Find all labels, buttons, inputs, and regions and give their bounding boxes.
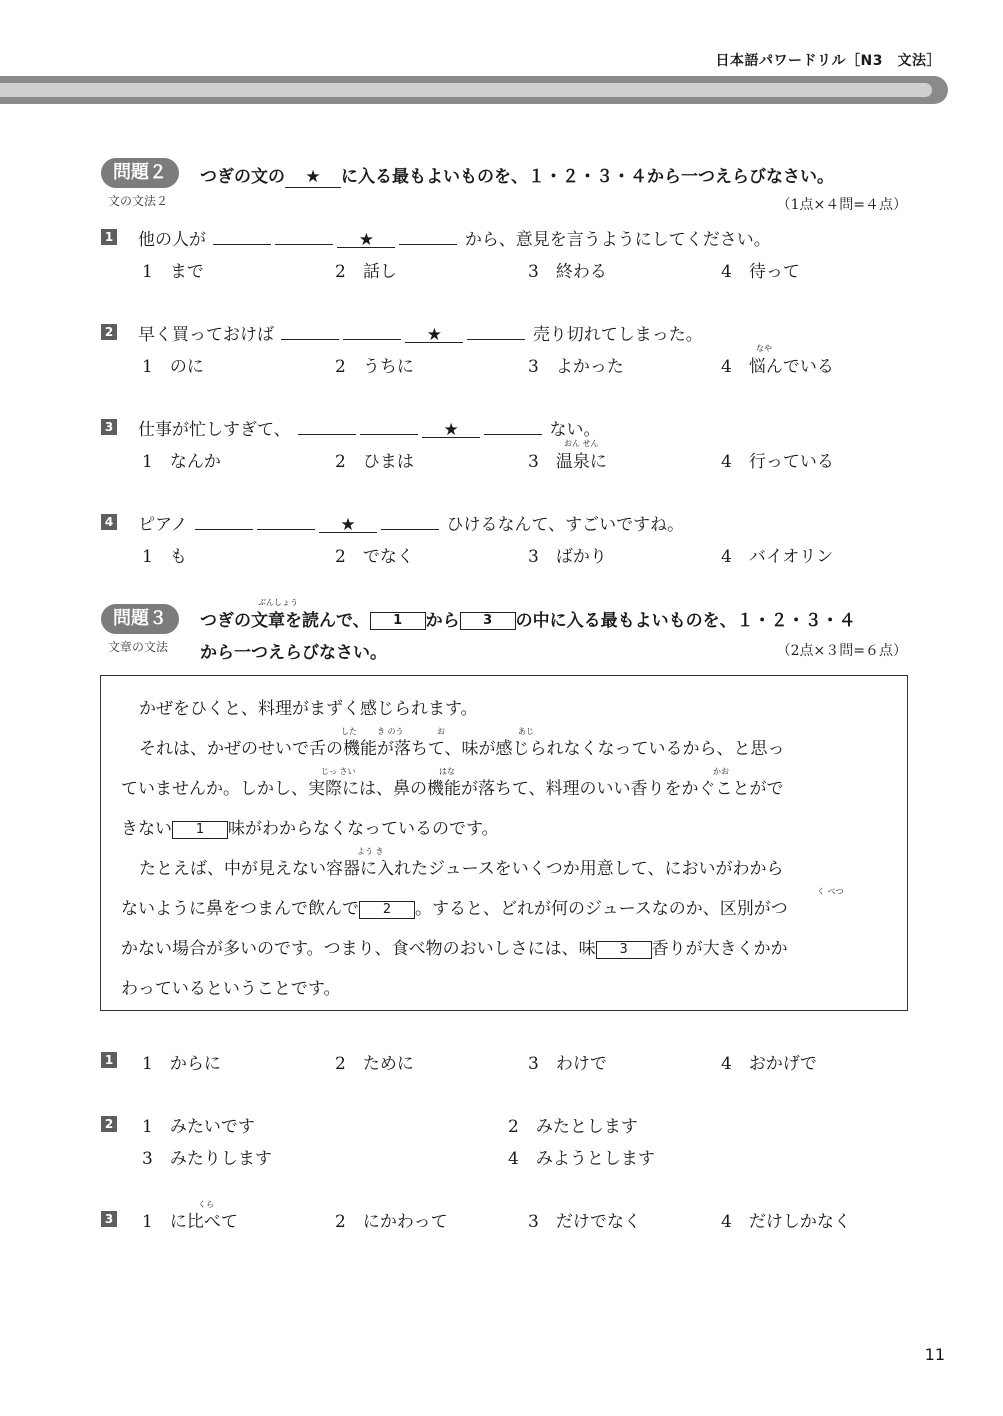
option[interactable]: 1 まで	[142, 262, 204, 282]
blank-box: 1	[370, 612, 426, 630]
question-stem: 仕事が忙しすぎて、 ★ ない。	[138, 420, 601, 440]
blank-box: 1	[172, 821, 228, 839]
header-bar	[0, 76, 948, 104]
section3-subtitle: 文章の文法	[108, 640, 169, 654]
question-number: 3	[101, 419, 117, 435]
option[interactable]: 2 みたとします	[508, 1117, 638, 1137]
option[interactable]: 1 なんか	[142, 452, 221, 472]
question-stem: ピアノ ★ ひけるなんて、すごいですね。	[138, 515, 685, 535]
section2-badge: 問題２	[101, 158, 179, 188]
section3-score: （2点×３問=６点）	[776, 643, 907, 659]
blank-box: 2	[359, 901, 415, 919]
option[interactable]: 4 おかげで	[721, 1054, 817, 1074]
option[interactable]: 4 待って	[721, 262, 800, 282]
option[interactable]: 2 うちに	[335, 357, 414, 377]
question-stem: 早く買っておけば ★ 売り切れてしまった。	[138, 325, 703, 345]
option[interactable]: 2 でなく	[335, 547, 414, 567]
section2-subtitle: 文の文法２	[108, 194, 169, 208]
option[interactable]: 3 わけで	[528, 1054, 607, 1074]
option[interactable]: 3 温泉に	[528, 452, 607, 472]
option[interactable]: 2 話し	[335, 262, 397, 282]
question-number: 2	[101, 1116, 117, 1132]
blank-box: 3	[596, 941, 652, 959]
option[interactable]: 4 悩んでいる	[721, 357, 834, 377]
page-number: 11	[924, 1345, 945, 1364]
option[interactable]: 3 終わる	[528, 262, 607, 282]
section3-instruction: つぎの文章を読んで、 1 から 3 の中に入る最もよいものを、１・２・３・４	[200, 611, 856, 631]
option[interactable]: 2 ために	[335, 1054, 414, 1074]
question-number: 4	[101, 514, 117, 530]
option[interactable]: 4 行っている	[721, 452, 834, 472]
question-number: 2	[101, 324, 117, 340]
header-title: 日本語パワードリル［N3 文法］	[715, 53, 941, 69]
blank-box: 3	[460, 612, 516, 630]
option[interactable]: 3 だけでなく	[528, 1212, 641, 1232]
ruby: おん せん	[564, 439, 599, 448]
option[interactable]: 3 ばかり	[528, 547, 607, 567]
question-number: 1	[101, 229, 117, 245]
question-stem: 他の人が ★ から、意見を言うようにしてください。	[138, 230, 771, 250]
ruby: ぶんしょう	[258, 598, 298, 607]
option[interactable]: 1 みたいです	[142, 1117, 255, 1137]
option[interactable]: 1 のに	[142, 357, 204, 377]
option[interactable]: 4 みようとします	[508, 1149, 655, 1169]
reading-passage: かぜをひくと、料理がまずく感じられます。 した き のう お あじ それは、かぜのせいで舌の機能が落ちて、味が感じられなくなっているから、と思っ じっ さい はな かお ていませんか。しかし、実際には、鼻の機能が落ちて、料理のいい香りをかぐことがで きない 1 味がわからなくなっているのです。 よう き たとえば、中が見えない容器に入れたジュースをいくつか用意して、においがわから く べつ ないように鼻をつまんで飲んで 2 。すると、どれが何のジュースなのか、区別がつ かない場合が多いのです。つまり、食べ物のおいしさには、味 3 香りが大きくかか わっているということです。	[100, 675, 908, 1011]
section2-instruction: つぎの文の ★ に入る最もよいものを、１・２・３・４から一つえらびなさい。	[200, 167, 834, 187]
section2-score: （1点×４問=４点）	[776, 197, 907, 213]
option[interactable]: 1 に比べて	[142, 1212, 238, 1232]
ruby: なや	[756, 344, 772, 353]
option[interactable]: 1 も	[142, 547, 187, 567]
question-number: 3	[101, 1211, 117, 1227]
section3-badge: 問題３	[101, 604, 179, 634]
option[interactable]: 2 にかわって	[335, 1212, 448, 1232]
question-number: 1	[101, 1052, 117, 1068]
option[interactable]: 3 よかった	[528, 357, 624, 377]
option[interactable]: 3 みたりします	[142, 1149, 272, 1169]
option[interactable]: 1 からに	[142, 1054, 221, 1074]
section3-instruction-2: から一つえらびなさい。	[200, 643, 387, 663]
option[interactable]: 2 ひまは	[335, 452, 414, 472]
ruby: くら	[198, 1200, 214, 1209]
option[interactable]: 4 バイオリン	[721, 547, 834, 567]
option[interactable]: 4 だけしかなく	[721, 1212, 851, 1232]
star-blank: ★	[285, 167, 341, 188]
